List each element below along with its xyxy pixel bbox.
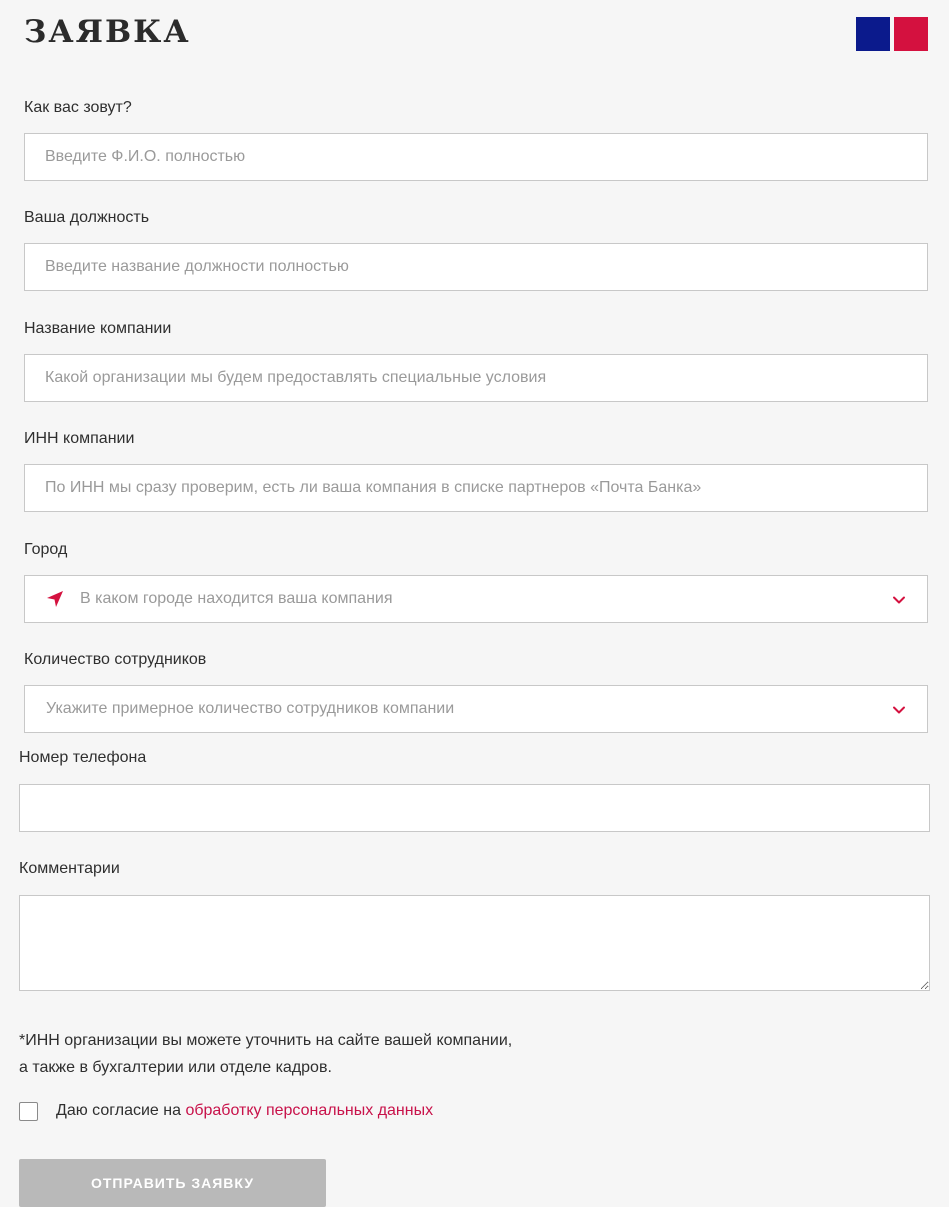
location-arrow-icon: [45, 589, 65, 609]
name-field-wrapper: [24, 133, 928, 181]
brand-flag-blue: [856, 17, 890, 51]
phone-label: Номер телефона: [19, 749, 147, 766]
employees-select[interactable]: [24, 685, 928, 733]
inn-hint-note: [19, 1027, 512, 1081]
submit-button[interactable]: ОТПРАВИТЬ ЗАЯВКУ: [19, 1159, 326, 1207]
comments-label: Комментарии: [19, 860, 120, 877]
company-field-wrapper: [24, 354, 928, 402]
phone-input[interactable]: [20, 785, 929, 831]
page-title: ЗАЯВКА: [24, 14, 191, 50]
consent-text: Даю согласие на: [56, 1102, 186, 1119]
city-label: Город: [24, 541, 68, 558]
chevron-down-icon: [892, 703, 906, 717]
company-input[interactable]: [25, 355, 927, 401]
consent-checkbox[interactable]: [19, 1102, 38, 1121]
city-select[interactable]: [24, 575, 928, 623]
note-line-2: а также в бухгалтерии или отделе кадров.: [19, 1059, 332, 1076]
brand-flag-red: [894, 17, 928, 51]
note-line-1: *ИНН организации вы можете уточнить на сайте вашей компании,: [19, 1032, 513, 1049]
consent-label: [56, 1101, 433, 1121]
personal-data-link[interactable]: обработку персональных данных: [185, 1102, 434, 1119]
phone-field-wrapper: [19, 784, 930, 832]
inn-input[interactable]: [25, 465, 927, 511]
comments-textarea[interactable]: [19, 895, 930, 991]
chevron-down-icon: [892, 593, 906, 607]
name-input[interactable]: [25, 134, 927, 180]
inn-label: ИНН компании: [24, 430, 135, 447]
name-label: Как вас зовут?: [24, 99, 132, 116]
employees-label: Количество сотрудников: [24, 651, 207, 668]
position-label: Ваша должность: [24, 209, 150, 226]
inn-field-wrapper: [24, 464, 928, 512]
position-field-wrapper: [24, 243, 928, 291]
employees-select-value: Укажите примерное количество сотрудников компании: [46, 700, 455, 717]
city-select-value: В каком городе находится ваша компания: [80, 590, 393, 607]
company-label: Название компании: [24, 320, 172, 337]
position-input[interactable]: [25, 244, 927, 290]
